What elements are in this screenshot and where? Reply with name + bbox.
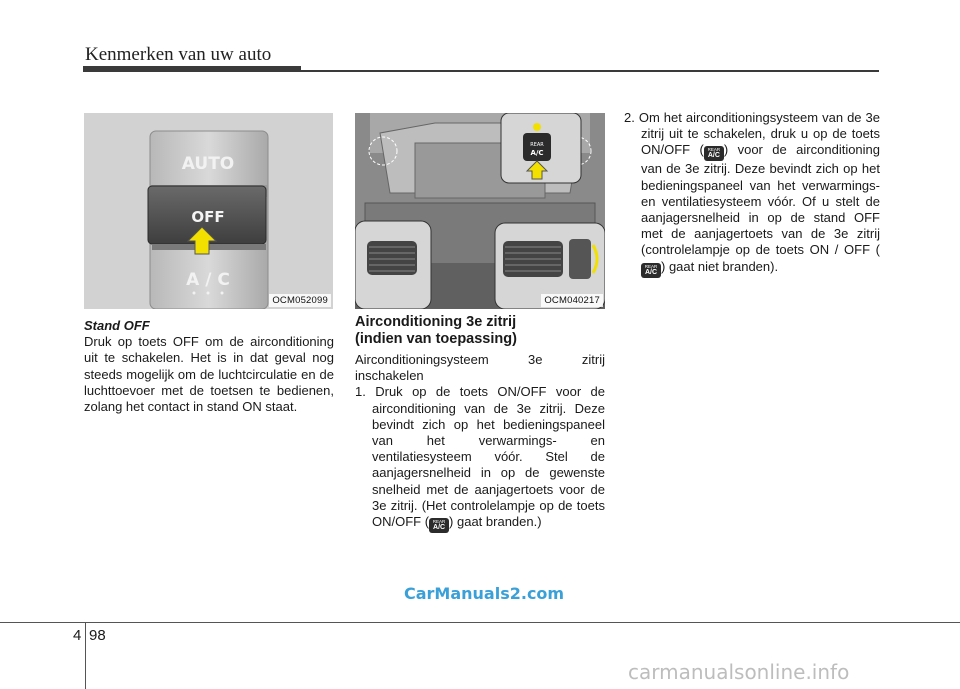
list-item-2 — [624, 110, 880, 278]
column-left — [84, 318, 334, 415]
list-item-1-text-a: 1. Druk op de toets ON/OFF voor de airconditioning van de 3e zitrij. Deze bevindt zich op het bedieningspaneel van het verwarmings- en ventilatiesysteem vóór. Stel de aanjagersnelheid in op de gewenste snelheid met de aanjagertoets voor de 3e zitrij. (Het controlelampje op de toets ON/OFF ( — [355, 384, 605, 530]
figure-code: OCM040217 — [541, 294, 603, 307]
header-rule-thick — [83, 66, 301, 72]
footer-rule — [0, 622, 960, 623]
list-item-2-text-a: 2. Om het airconditioningsysteem van de 3e zitrij uit te schakelen, druk u op de toets ON/OFF ( — [624, 110, 880, 158]
off-label: OFF — [191, 208, 225, 226]
ac-buttons-illustration — [84, 113, 333, 309]
auto-label: AUTO — [181, 154, 235, 174]
ac-badge-label: A/C — [530, 149, 544, 157]
rear-label: REAR — [530, 142, 544, 148]
section-title-line2: (indien van toepassing) — [355, 331, 517, 347]
subheading-stand-off: Stand OFF — [84, 318, 150, 333]
page-number: 98 — [89, 627, 106, 644]
footer-site-link[interactable]: carmanualsonline.info — [628, 660, 850, 684]
header-rule-thin — [301, 70, 879, 72]
ac-label: A / C — [186, 270, 230, 290]
watermark-link[interactable]: CarManuals2.com — [404, 584, 565, 603]
column-middle — [355, 314, 605, 533]
paragraph-stand-off: Druk op toets OFF om de airconditioning uit te schakelen. Het is in dat geval nog steeds mogelijk om de luchtcirculatie en de luchttoevoer met de toetsen te bedienen, zolang het contact in stand ON staat. — [84, 334, 334, 415]
intro-paragraph: Airconditioningsysteem 3e zitrij inschakelen — [355, 352, 605, 384]
rear-ac-icon: REAR A/C — [641, 263, 661, 278]
footer-divider — [85, 622, 86, 689]
section-title — [355, 314, 605, 348]
rear-ac-interior-illustration — [355, 113, 605, 309]
section-title-line1: Airconditioning 3e zitrij — [355, 314, 517, 330]
page-header-title: Kenmerken van uw auto — [85, 44, 272, 65]
figure-ac-buttons — [84, 113, 333, 309]
list-item-2-text-b: ) voor de airconditioning van de 3e zitrij. Deze bevindt zich op het bedieningspaneel van het verwarmings- en ventilatiesysteem vóór. Of u stelt de aanjagersnelheid in op de stand OFF met de aanjagertoets van de 3e zitrij (controlelampje op de toets ON / OFF ( — [641, 142, 881, 258]
column-right — [624, 110, 880, 278]
figure-code: OCM052099 — [269, 294, 331, 307]
list-item-2-text-c: ) gaat niet branden). — [661, 258, 779, 274]
list-item-1 — [355, 384, 605, 533]
chapter-number: 4 — [73, 627, 82, 644]
rear-ac-icon: REAR A/C — [429, 518, 449, 533]
rear-ac-icon: REAR A/C — [704, 146, 724, 161]
list-item-1-text-b: ) gaat branden.) — [449, 514, 542, 530]
figure-rear-ac-interior — [355, 113, 605, 309]
